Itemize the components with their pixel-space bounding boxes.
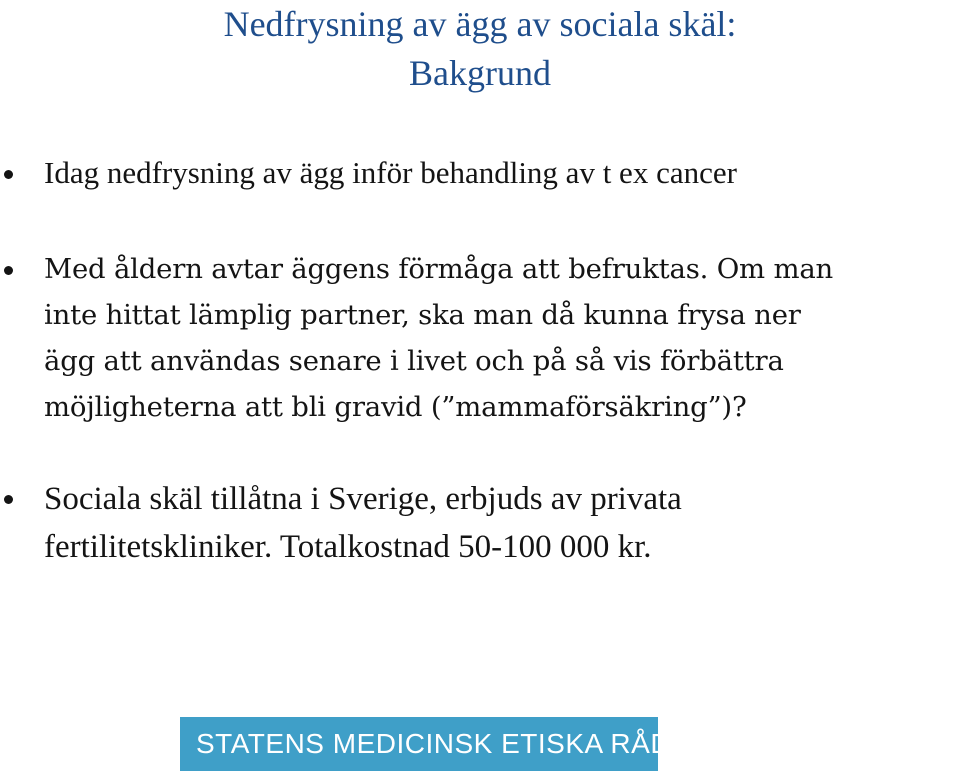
bullet-line: Idag nedfrysning av ägg inför behandling av t ex cancer	[44, 155, 737, 190]
logo-text: STATENS MEDICINSK ETISKA RÅD	[196, 728, 672, 759]
bullet-dot-icon	[4, 266, 13, 275]
bullet-text	[44, 246, 956, 430]
bullet-text	[44, 475, 956, 571]
bullet-line: Med åldern avtar äggens förmåga att befruktas. Om man	[44, 253, 834, 285]
bullet-line: ägg att användas senare i livet och på så vis förbättra	[44, 345, 784, 377]
page-title	[0, 0, 960, 98]
bullet-line: fertilitetskliniker. Totalkostnad 50-100 000 kr.	[44, 529, 652, 565]
bullet-text	[44, 150, 956, 196]
bullet-line: möjligheterna att bli gravid (”mammaförsäkring”)?	[44, 391, 747, 423]
title-line-2: Bakgrund	[409, 53, 551, 93]
bullet-line: inte hittat lämplig partner, ska man då kunna frysa ner	[44, 299, 801, 331]
title-line-1: Nedfrysning av ägg av sociala skäl:	[223, 4, 737, 44]
bullet-line: Sociala skäl tillåtna i Sverige, erbjuds av privata	[44, 481, 682, 517]
bullet-dot-icon	[4, 170, 13, 179]
bullet-dot-icon	[4, 495, 13, 504]
organization-logo	[180, 717, 672, 771]
